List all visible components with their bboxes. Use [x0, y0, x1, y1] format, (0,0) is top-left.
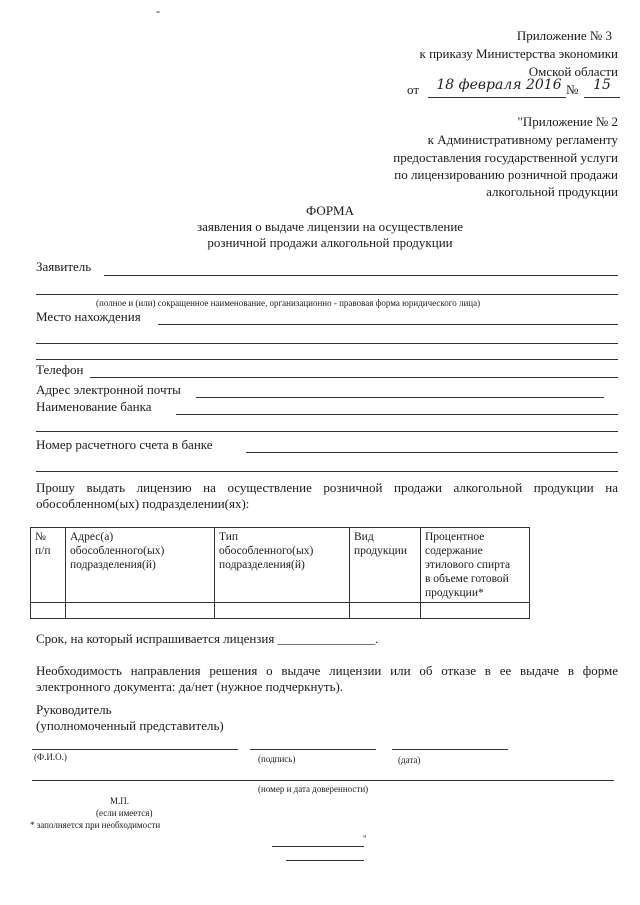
email-line[interactable] [196, 397, 604, 398]
appendix-3-number-sign: № [566, 82, 579, 97]
account-line-2[interactable] [36, 471, 618, 472]
appendix-3-line1: к приказу Министерства экономики [419, 46, 618, 61]
power-of-attorney-line[interactable] [32, 780, 614, 781]
closing-quote: " [363, 834, 367, 844]
appendix-3-title: Приложение № 3 [516, 28, 612, 43]
request-line-1: Прошу выдать лицензию на осуществление розничной продажи алкогольной продукции на [36, 480, 618, 495]
appendix-2-line4: алкогольной продукции [486, 184, 618, 199]
bottom-line-1 [272, 846, 364, 847]
appendix-3-line2: Омской области [528, 64, 618, 79]
header-cell-product-kind: Вид продукции [350, 528, 421, 603]
table-cell[interactable] [215, 603, 350, 619]
power-of-attorney-hint: (номер и дата доверенности) [258, 784, 369, 794]
header-cell-alcohol-content: Процентное содержание этилового спирта в объеме готовой продукции* [421, 528, 530, 603]
appendix-3-ot: от [407, 82, 420, 97]
top-mark: - [156, 4, 160, 18]
appendix-2-line1: к Административному регламенту [427, 132, 618, 147]
bank-line[interactable] [176, 414, 618, 415]
applicant-line[interactable] [104, 275, 618, 276]
table-cell[interactable] [66, 603, 215, 619]
location-line[interactable] [158, 324, 618, 325]
stamp-mp: М.П. [110, 796, 130, 806]
location-line-3[interactable] [36, 359, 618, 360]
head-label-2: (уполномоченный представитель) [36, 718, 224, 733]
applicant-hint: (полное и (или) сокращенное наименование, организационно - правовая форма юридического лица) [96, 298, 481, 308]
appendix-2-line2: предоставления государственной услуги [393, 150, 618, 165]
necessity-line-2: электронного документа: да/нет (нужное подчеркнуть). [36, 679, 344, 694]
date-hint: (дата) [398, 755, 421, 765]
table-cell[interactable] [31, 603, 66, 619]
account-label: Номер расчетного счета в банке [36, 437, 213, 452]
appendix-2-line3: по лицензированию розничной продажи [394, 167, 618, 182]
number-underline [584, 97, 620, 98]
sign-hint: (подпись) [258, 754, 296, 764]
form-subtitle-1: заявления о выдаче лицензии на осуществление [196, 219, 464, 234]
subdivisions-table [30, 527, 530, 619]
appendix-3-number-handwritten: 15 [593, 77, 611, 93]
form-title: ФОРМА [306, 203, 354, 218]
phone-line[interactable] [90, 377, 618, 378]
table-cell[interactable] [421, 603, 530, 619]
sign-line[interactable] [250, 749, 376, 750]
table-cell[interactable] [350, 603, 421, 619]
request-line-2: обособленном(ых) подразделении(ях): [36, 496, 250, 511]
appendix-2-title: "Приложение № 2 [517, 114, 618, 129]
account-line[interactable] [246, 452, 618, 453]
header-cell-number: № п/п [31, 528, 66, 603]
footnote: * заполняется при необходимости [30, 820, 161, 830]
date-line[interactable] [392, 749, 508, 750]
email-label: Адрес электронной почты [36, 382, 181, 397]
applicant-line-2[interactable] [36, 294, 618, 295]
necessity-line-1: Необходимость направления решения о выдаче лицензии или об отказе в ее выдаче в форме [36, 663, 618, 678]
phone-label: Телефон [36, 362, 84, 377]
location-label: Место нахождения [36, 309, 141, 324]
head-label: Руководитель [36, 702, 112, 717]
date-underline [428, 97, 566, 98]
appendix-3-date-handwritten: 18 февраля 2016 [436, 77, 562, 93]
fio-line[interactable] [32, 749, 238, 750]
header-cell-address: Адрес(а) обособленного(ых) подразделения(й) [66, 528, 215, 603]
table-header-row [31, 528, 530, 603]
bank-label: Наименование банка [36, 399, 152, 414]
stamp-if-any: (если имеется) [96, 808, 153, 818]
fio-hint: (Ф.И.О.) [34, 752, 67, 762]
bottom-line-2 [286, 860, 364, 861]
applicant-label: Заявитель [36, 259, 92, 274]
location-line-2[interactable] [36, 343, 618, 344]
license-term: Срок, на который испрашивается лицензия _______________. [36, 631, 379, 646]
header-cell-type: Тип обособленного(ых) подразделения(й) [215, 528, 350, 603]
bank-line-2[interactable] [36, 431, 618, 432]
table-row [31, 603, 530, 619]
form-subtitle-2: розничной продажи алкогольной продукции [207, 235, 453, 250]
